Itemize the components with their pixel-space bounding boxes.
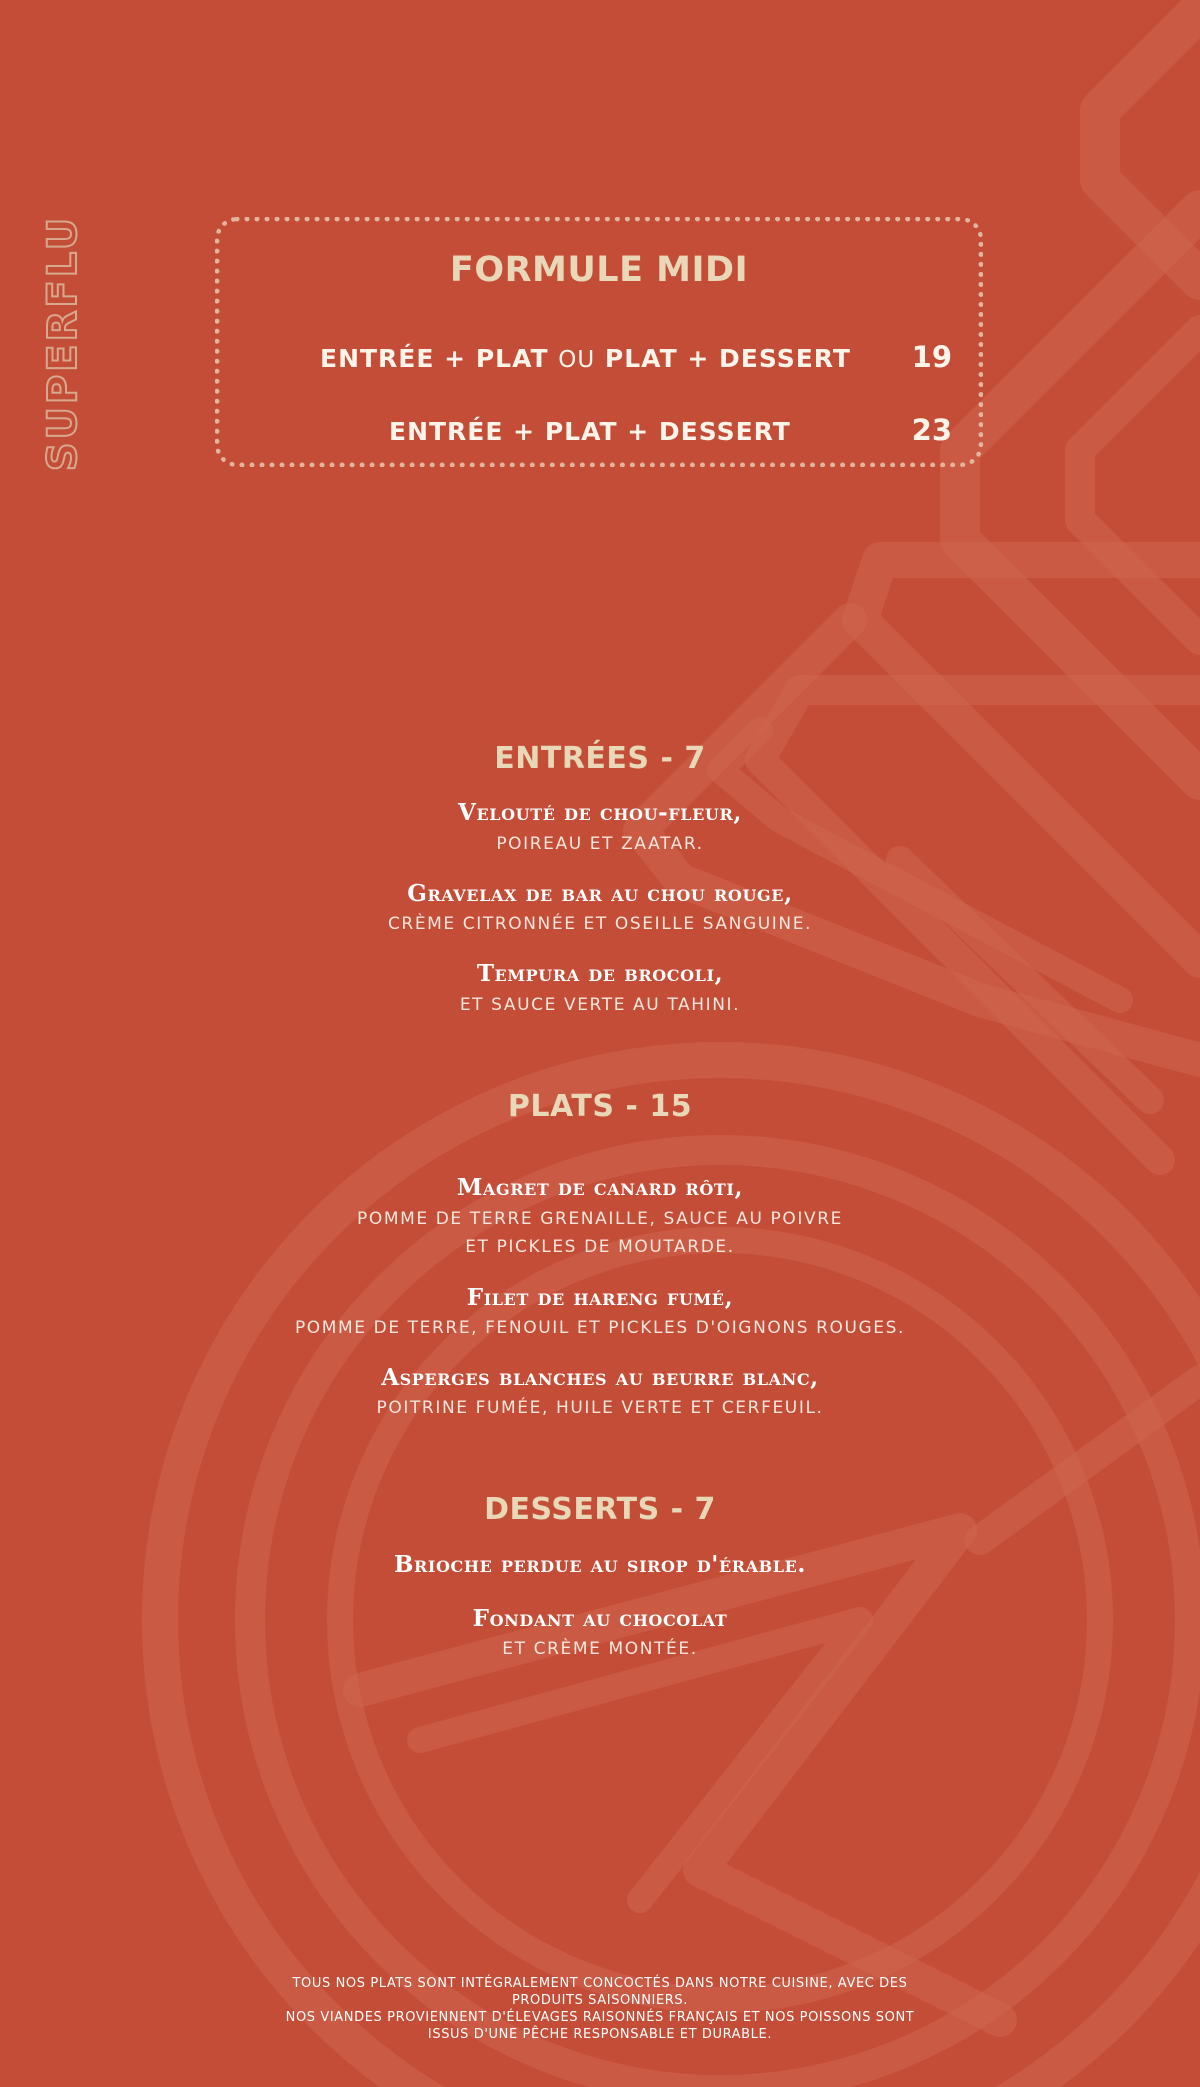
dish-description: ET CRÈME MONTÉE. xyxy=(502,1639,698,1659)
dish-description: POMME DE TERRE, FENOUIL ET PICKLES D'OIGNONS ROUGES. xyxy=(294,1318,906,1338)
dish-description: ET SAUCE VERTE AU TAHINI. xyxy=(459,995,741,1015)
formule-option-2-price: 23 xyxy=(911,413,952,447)
formule-option-1-connector: OU xyxy=(558,347,596,373)
dish-name: Fondant au chocolat xyxy=(472,1605,728,1632)
footer-line: TOUS NOS PLATS SONT INTÉGRALEMENT CONCOCTÉS DANS NOTRE CUISINE, AVEC DES xyxy=(292,1976,908,1991)
formule-title: FORMULE MIDI xyxy=(449,250,749,290)
formule-option-1-part1: ENTRÉE + PLAT xyxy=(320,344,549,373)
dish-name: Gravelax de bar au chou rouge, xyxy=(407,880,793,907)
formule-option-2: ENTRÉE + PLAT + DESSERT xyxy=(389,417,791,446)
dish-name: Magret de canard rôti, xyxy=(456,1174,744,1201)
dish-description: POIREAU ET ZAATAR. xyxy=(496,834,704,854)
brand-name: SUPERFLU xyxy=(40,214,86,472)
dish-description: CRÈME CITRONNÉE ET OSEILLE SANGUINE. xyxy=(387,914,813,934)
dish-description: POMME DE TERRE GRENAILLE, SAUCE AU POIVRE xyxy=(357,1209,843,1229)
dish-name: Asperges blanches au beurre blanc, xyxy=(381,1364,819,1391)
footer-line: PRODUITS SAISONNIERS. xyxy=(511,1993,688,2008)
dish-name: Filet de hareng fumé, xyxy=(466,1284,734,1311)
footer-line: ISSUS D'UNE PÊCHE RESPONSABLE ET DURABLE. xyxy=(427,2027,773,2042)
footer-line: NOS VIANDES PROVIENNENT D'ÉLEVAGES RAISONNÉS FRANÇAIS ET NOS POISSONS SONT xyxy=(285,2010,915,2025)
section-title-desserts: DESSERTS - 7 xyxy=(484,1492,716,1527)
formule-midi-box xyxy=(215,217,983,467)
section-title-entrees: ENTRÉES - 7 xyxy=(494,741,706,776)
dish-name: Tempura de brocoli, xyxy=(476,960,724,987)
formule-option-1 xyxy=(320,344,851,373)
formule-option-1-part2: PLAT + DESSERT xyxy=(604,344,851,373)
dish-description: POITRINE FUMÉE, HUILE VERTE ET CERFEUIL. xyxy=(376,1398,824,1418)
section-title-plats: PLATS - 15 xyxy=(507,1089,693,1124)
dish-name: Velouté de chou-fleur, xyxy=(458,799,742,826)
dish-description: ET PICKLES DE MOUTARDE. xyxy=(465,1237,735,1257)
footer-note xyxy=(170,1975,1030,2043)
dish-name: Brioche perdue au sirop d'érable. xyxy=(393,1551,807,1578)
brand-logo xyxy=(36,208,90,478)
formule-option-1-price: 19 xyxy=(911,340,952,374)
